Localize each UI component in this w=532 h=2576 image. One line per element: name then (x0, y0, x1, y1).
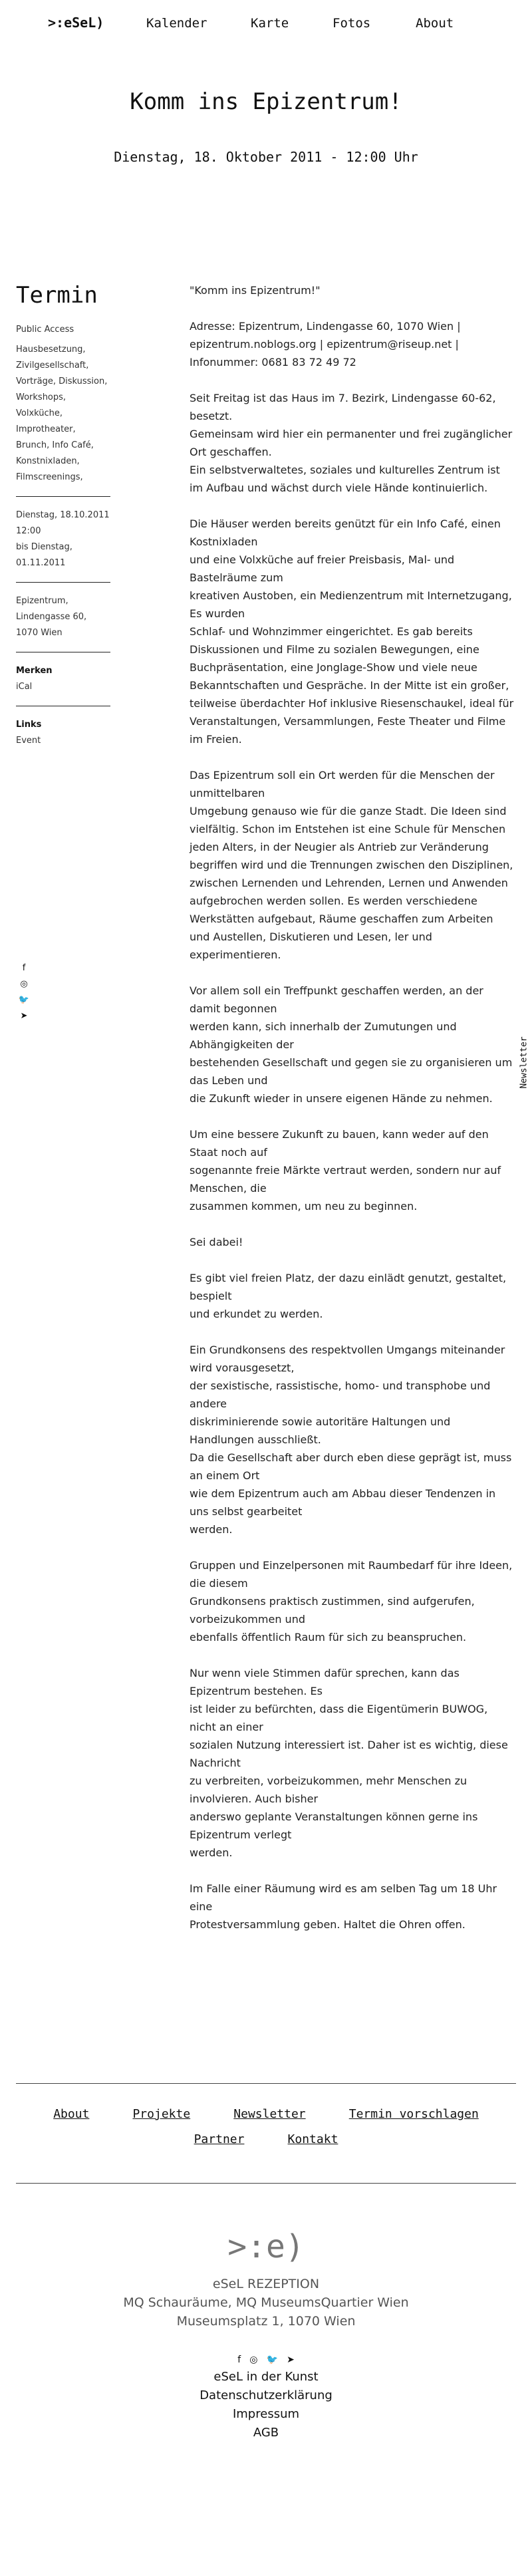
instagram-icon[interactable]: ◎ (249, 2355, 258, 2365)
sidebar-title: Termin (16, 282, 98, 309)
footer-link-partner[interactable]: Partner (194, 2132, 245, 2146)
footer-link-termin-vorschlagen[interactable]: Termin vorschlagen (348, 2107, 479, 2121)
nav-kalender[interactable]: Kalender (146, 16, 207, 31)
nav-about[interactable]: About (416, 16, 454, 31)
links-heading: Links (16, 720, 42, 730)
link-agb[interactable]: AGB (253, 2426, 279, 2440)
event-time-to: bis Dienstag, 01.11.2011 (16, 542, 72, 568)
paragraph: Um eine bessere Zukunft zu bauen, kann weder auf den Staat noch auf sogenannte freie Märkte vertraut werden, sondern nur auf Menschen, die zusammen kommen, um neu zu beginnen. (190, 1128, 501, 1213)
paragraph: Seit Freitag ist das Haus im 7. Bezirk, Lindengasse 60-62, besetzt. Gemeinsam wird hier ein permanenter und frei zugänglicher Ort geschaffen. Ein selbstverwaltetes, soziales und kulturelles Zentrum ist im Aufbau und wächst durch viele Hände kontinuierlich. (190, 392, 513, 494)
footer-links-row-1 (0, 2107, 532, 2121)
paragraph: Das Epizentrum soll ein Ort werden für die Menschen der unmittelbaren Umgebung genauso wie für die ganze Stadt. Die Ideen sind vielfältig. Schon im Entstehen ist eine Schule für Menschen jeden Alters, in der Neugier als Antrieb zur Veränderung begriffen wird und die Trennungen zwischen den Disziplinen, zwischen Lernenden und Lehrenden, Lernen und Anwenden aufgebrochen werden sollen. Es werden verschiedene Werkstätten aufgebaut, Räume geschaffen zum Arbeiten und Austellen, Diskutieren und Lesen, ler und experimentieren. (190, 769, 513, 961)
address-line-2: Museumsplatz 1, 1070 Wien (176, 2314, 356, 2329)
footer-link-newsletter[interactable]: Newsletter (233, 2107, 306, 2121)
paragraph: Im Falle einer Räumung wird es am selben Tag um 18 Uhr eine Protestversammlung geben. Haltet die Ohren offen. (190, 1882, 497, 1931)
twitter-icon[interactable]: 🐦 (266, 2355, 278, 2365)
logo-link[interactable]: >:eSeL) (48, 15, 104, 31)
event-time-from: Dienstag, 18.10.2011 12:00 (16, 510, 110, 536)
footer-divider (16, 2083, 516, 2084)
telegram-icon[interactable]: ➤ (20, 1011, 28, 1021)
merken-heading: Merken (16, 666, 53, 676)
link-impressum[interactable]: Impressum (232, 2407, 300, 2421)
nav-karte[interactable]: Karte (251, 16, 289, 31)
footer-link-kontakt[interactable]: Kontakt (287, 2132, 338, 2146)
newsletter-tab-label[interactable]: Newsletter (519, 1036, 529, 1089)
paragraph: Sei dabei! (190, 1236, 243, 1248)
event-date: Dienstag, 18. Oktober 2011 - 12:00 Uhr (114, 149, 418, 165)
event-location: Epizentrum, Lindengasse 60, 1070 Wien (16, 596, 87, 638)
page-title: Komm ins Epizentrum! (130, 88, 402, 115)
footer-links-row-2 (0, 2132, 532, 2146)
footer-link-about[interactable]: About (53, 2107, 90, 2121)
bottom-logo[interactable]: >:e) (227, 2228, 305, 2265)
paragraph: Vor allem soll ein Treffpunkt geschaffen werden, an der damit begonnen werden kann, sich innerhalb der Zumutungen und Abhängigkeiten der bestehenden Gesellschaft und gegen sie zu organisieren um das Leben und die Zukunft wieder in unsere eigenen Hände zu nehmen. (190, 984, 513, 1105)
sidebar-divider (16, 582, 110, 583)
link-datenschutz[interactable]: Datenschutzerklärung (200, 2388, 332, 2402)
paragraph: Nur wenn viele Stimmen dafür sprechen, kann das Epizentrum bestehen. Es ist leider zu befürchten, dass die Eigentümerin BUWOG, nicht an einer sozialen Nutzung interessiert ist. Daher ist es wichtig, diese Nachricht zu verbreiten, vorbeizukommen, mehr Menschen zu involvieren. Auch bisher anderswo geplante Veranstaltungen können gerne ins Epizentrum verlegt werden. (190, 1667, 508, 1859)
bottom-social-icons (0, 2353, 532, 2365)
paragraph: Es gibt viel freien Platz, der dazu einlädt genutzt, gestaltet, bespielt und erkundet zu werden. (190, 1272, 507, 1320)
twitter-icon[interactable]: 🐦 (18, 995, 30, 1005)
footer-link-projekte[interactable]: Projekte (132, 2107, 191, 2121)
sidebar-divider (16, 496, 110, 497)
event-tags: Hausbesetzung, Zivilgesellschaft, Vorträge, Diskussion, Workshops, Volxküche, Improtheater, Brunch, Info Café, Konstnixladen, Filmscreenings, (16, 345, 108, 482)
event-sidebar (16, 282, 110, 749)
paragraph: "Komm ins Epizentrum!" (190, 284, 321, 297)
top-navigation (48, 15, 454, 31)
address-line-1: MQ Schauräume, MQ MuseumsQuartier Wien (123, 2295, 409, 2310)
instagram-icon[interactable]: ◎ (20, 979, 28, 989)
social-share-bar (17, 960, 31, 1024)
event-description (190, 281, 514, 1951)
paragraph: Die Häuser werden bereits genützt für ein Info Café, einen Kostnixladen und eine Volxküche auf freier Preisbasis, Mal- und Bastelräume zum kreativen Austoben, ein Medienzentrum mit Internetzugang, Es wurden Schlaf- und Wohnzimmer eingerichtet. Es gab bereits Diskussionen und Filme zu sozialen Bewegungen, eine Buchpräsentation, eine Jonglage-Show und viele neue Bekanntschaften und Gespräche. In der Mitte ist ein großer, teilweise überdachter Hof inklusive Riesenschaukel, ideal für Veranstaltungen, Versammlungen, Feste Theater und Filme im Freien. (190, 517, 514, 746)
facebook-icon[interactable]: f (22, 963, 26, 973)
paragraph: Ein Grundkonsens des respektvollen Umgangs miteinander wird vorausgesetzt, der sexistische, rassistische, homo- und transphobe und andere diskriminierende sowie autoritäre Haltungen und Handlungen ausschließt. Da die Gesellschaft aber durch eben diese geprägt ist, muss an einem Ort wie dem Epizentrum auch am Abbau dieser Tendenzen in uns selbst gearbeitet werden. (190, 1344, 512, 1536)
footer-divider (16, 2183, 516, 2184)
org-name: eSeL REZEPTION (212, 2277, 320, 2291)
bottom-links (0, 2368, 532, 2442)
event-link[interactable]: Event (16, 736, 41, 746)
telegram-icon[interactable]: ➤ (287, 2355, 295, 2365)
nav-fotos[interactable]: Fotos (332, 16, 371, 31)
event-category: Public Access (16, 325, 74, 335)
paragraph: Adresse: Epizentrum, Lindengasse 60, 1070 Wien | epizentrum.noblogs.org | epizentrum@riseup.net | Infonummer: 0681 83 72 49 72 (190, 320, 461, 368)
paragraph: Gruppen und Einzelpersonen mit Raumbedarf für ihre Ideen, die diesem Grundkonsens praktisch zustimmen, sind aufgerufen, vorbeizukommen und ebenfalls öffentlich Raum für sich zu beanspruchen. (190, 1559, 513, 1644)
bottom-address (0, 2275, 532, 2331)
newsletter-tab[interactable] (511, 1031, 529, 1097)
ical-link[interactable]: iCal (16, 682, 33, 692)
facebook-icon[interactable]: f (237, 2355, 241, 2365)
link-esel-in-der-kunst[interactable]: eSeL in der Kunst (213, 2370, 319, 2384)
